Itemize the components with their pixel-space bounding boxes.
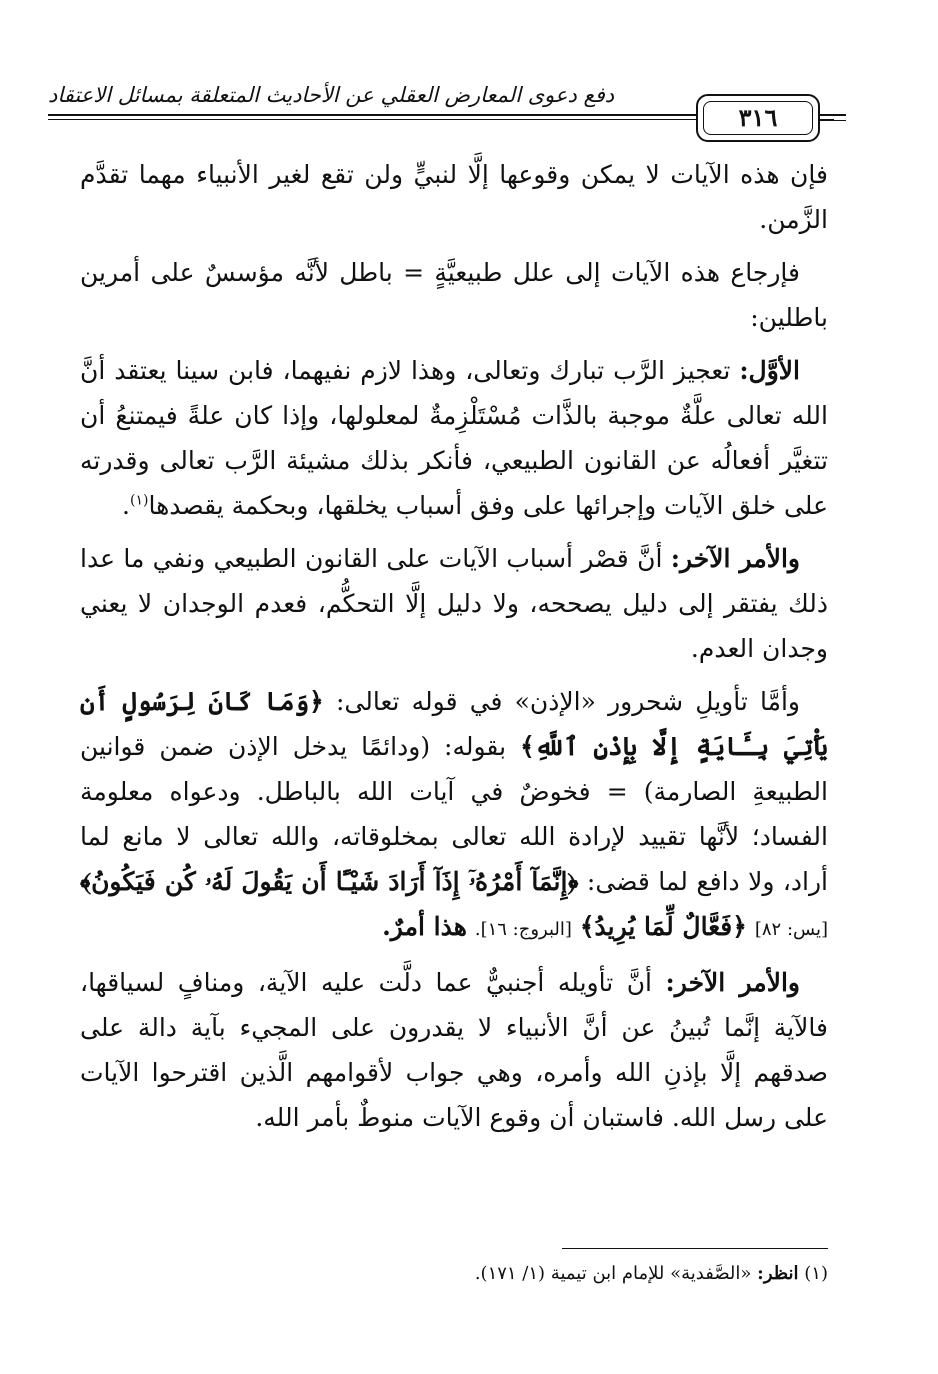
paragraph-end: . — [122, 491, 130, 520]
paragraph-text: تعجيز الرَّب تبارك وتعالى، وهذا لازم نفيهما، فابن سينا يعتقد أنَّ الله تعالى علَّةٌ موجبة بالذَّات مُسْتَلْزِمةٌ لمعلولها، وإذا كان علةً فيمتنعُ أن تتغيَّر أفعالُه عن القانون الطبيعي، فأنكر بذلك مشيئة الرَّب تعالى وقدرته على خلق الآيات وإجرائها على وفق أسباب يخلقها، وبحكمة يقصدها — [80, 356, 828, 520]
paragraph-6 — [80, 960, 828, 1140]
paragraph-text: أنَّ تأويله أجنبيٌّ عما دلَّت عليه الآية، ومنافٍ لسياقها، فالآية إنَّما تُبينُ عن أنَّ الأنبياء لا يقدرون على المجيء بآية دالة على صدقهم إلَّا بإذنِ الله وأمره، وهي جواب لأقوامهم الَّذين اقترحوا الآيات على رسل الله. فاستبان أن وقوع الآيات منوطٌ بأمر الله. — [80, 968, 828, 1132]
footnote — [260, 1258, 828, 1290]
verse-reference: [البروج: ١٦]. — [474, 919, 572, 940]
quran-verse: ﴿وَمَا كَانَ لِرَسُولٍ أَن يَأْتِيَ بِـَٔايَةٍ إِلَّا بِإِذْنِ ٱللَّهِ﴾ — [80, 687, 828, 761]
paragraph-lead: والأمر الآخر: — [670, 544, 800, 573]
quran-verse: ﴿فَعَّالٌ لِّمَا يُرِيدُ﴾ — [579, 912, 747, 941]
paragraph-text: هذا أمرٌ. — [382, 912, 467, 941]
header-ornament-line-thin — [820, 120, 846, 121]
paragraph-5 — [80, 679, 828, 952]
header-ornament-line — [820, 114, 846, 116]
verse-reference: [يس: ٨٢] — [754, 919, 828, 940]
footnote-marker[interactable]: (١) — [130, 492, 149, 509]
paragraph-text: وأمَّا تأويلِ شحرور «الإذن» في قوله تعالى: — [335, 687, 800, 716]
paragraph-3 — [80, 348, 828, 528]
footnote-number: (١) — [804, 1263, 828, 1284]
page-number-frame — [696, 94, 820, 142]
paragraph-2: فإرجاع هذه الآيات إلى علل طبيعيَّةٍ = باطل لأنَّه مؤسسٌ على أمرين باطلين: — [80, 258, 828, 332]
paragraph-1: فإن هذه الآيات لا يمكن وقوعها إلَّا لنبيٍّ ولن تقع لغير الأنبياء مهما تقدَّم الزَّمن. — [80, 160, 828, 234]
page-body — [80, 152, 828, 1148]
page-number: ٣١٦ — [703, 101, 813, 135]
running-title: دفع دعوى المعارض العقلي عن الأحاديث المتعلقة بمسائل الاعتقاد — [48, 83, 615, 107]
footnote-separator — [562, 1248, 828, 1249]
running-header — [48, 78, 834, 138]
paragraph-text: أنَّ قصْر أسباب الآيات على القانون الطبيعي ونفي ما عدا ذلك يفتقر إلى دليل يصححه، ولا دليل إلَّا التحكُّم، فعدم الوجدان لا يعني وجدان العدم. — [80, 544, 828, 663]
paragraph-text: بقوله: (ودائمًا يدخل الإذن ضمن قوانين الطبيعةِ الصارمة) = فخوضٌ في آيات الله بالباطل. ودعواه معلومة الفساد؛ لأنَّها تقييد لإرادة الله تعالى بمخلوقاته، والله تعالى لا مانع لما أراد، ولا دافع لما قضى: — [80, 732, 828, 896]
quran-verse: ﴿إِنَّمَآ أَمْرُهُۥٓ إِذَآ أَرَادَ شَيْـًٔا أَن يَقُولَ لَهُۥ كُن فَيَكُونُ﴾ — [80, 867, 579, 896]
paragraph-lead: الأوَّل: — [739, 356, 800, 385]
footnote-text: «الصَّفدية» للإمام ابن تيمية (١/ ١٧١). — [474, 1263, 752, 1284]
footnote-lead: انظر: — [757, 1263, 799, 1284]
paragraph-lead: والأمر الآخر: — [665, 968, 800, 997]
paragraph-4 — [80, 536, 828, 671]
